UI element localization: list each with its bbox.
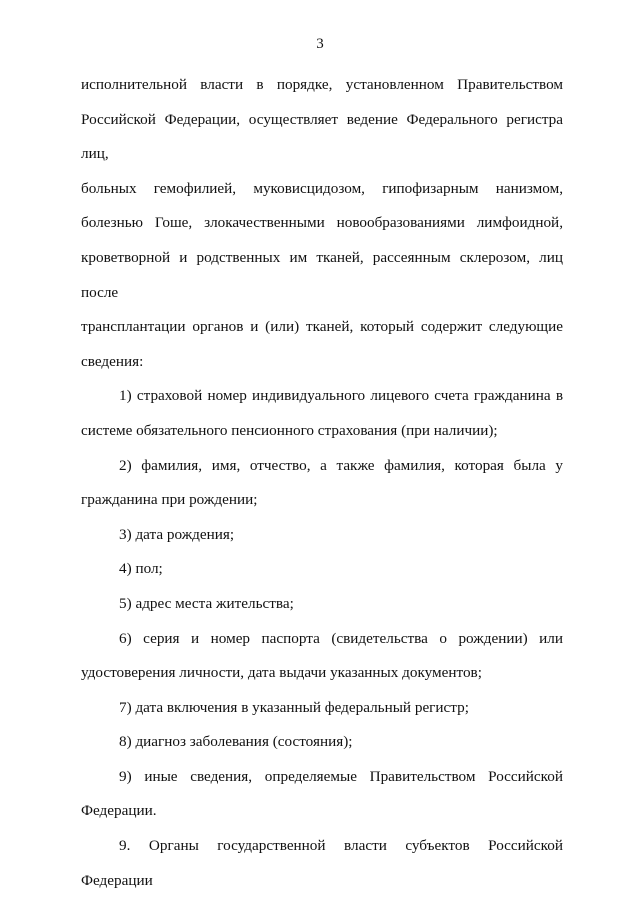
page-number: 3 [316, 36, 324, 52]
list-item-line: 3) дата рождения; [119, 525, 235, 543]
list-item-line: 1) страховой номер индивидуального лицевого счета гражданина в [119, 387, 563, 405]
list-item-line: Федерации. [81, 802, 157, 820]
list-item-line: 7) дата включения в указанный федеральный регистр; [119, 698, 469, 716]
text-line: Российской Федерации, осуществляет ведение Федерального регистра лиц, [81, 110, 563, 163]
text-line: сведения: [81, 352, 144, 370]
text-line: болезнью Гоше, злокачественными новообразованиями лимфоидной, [81, 214, 563, 232]
list-item-line: 6) серия и номер паспорта (свидетельства о рождении) или [119, 629, 563, 647]
text-line: трансплантации органов и (или) тканей, который содержит следующие [81, 318, 563, 336]
text-line: больных гемофилией, муковисцидозом, гипофизарным нанизмом, [81, 179, 563, 197]
text-line: кроветворной и родственных им тканей, рассеянным склерозом, лиц после [81, 248, 563, 301]
list-item-line: 2) фамилия, имя, отчество, а также фамилия, которая была у [119, 456, 563, 474]
list-item-line: удостоверения личности, дата выдачи указанных документов; [81, 664, 482, 682]
list-item-line: гражданина при рождении; [81, 491, 258, 509]
list-item-line: системе обязательного пенсионного страхования (при наличии); [81, 421, 498, 439]
document-body [81, 68, 563, 898]
text-line: исполнительной власти в порядке, установленном Правительством [81, 76, 563, 93]
list-item-line: 9) иные сведения, определяемые Правительством Российской [119, 767, 563, 785]
list-item-line: 4) пол; [119, 560, 163, 578]
list-item-line: 5) адрес места жительства; [119, 594, 294, 612]
section-start-line: 9. Органы государственной власти субъектов Российской Федерации [81, 837, 563, 889]
list-item-line: 8) диагноз заболевания (состояния); [119, 733, 353, 751]
